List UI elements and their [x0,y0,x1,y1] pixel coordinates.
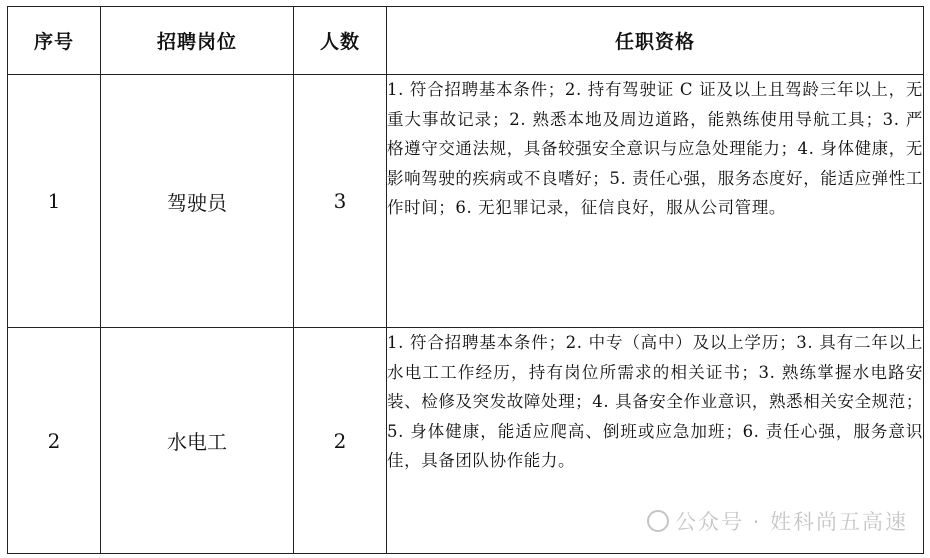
cell-requirements: 1. 符合招聘基本条件；2. 持有驾驶证 C 证及以上且驾龄三年以上，无重大事故记录；2. 熟悉本地及周边道路，能熟练使用导航工具；3. 严格遵守交通法规，具备较强安全意识与应急处理能力；4. 身体健康，无影响驾驶的疾病或不良嗜好；5. 责任心强，服务态度好，能适应弹性工作时间；6. 无犯罪记录，征信良好，服从公司管理。 [387,75,924,328]
cell-position: 驾驶员 [101,75,294,328]
cell-seq: 1 [8,75,101,328]
cell-seq: 2 [8,328,101,554]
cell-count: 3 [294,75,387,328]
header-seq: 序号 [8,7,101,75]
watermark-text: 公众号 · 姓科尚五高速 [674,510,908,534]
header-row [8,7,924,75]
cell-position: 水电工 [101,328,294,554]
table-row [8,75,924,328]
wechat-logo-icon [647,510,669,532]
header-count: 人数 [294,7,387,75]
header-requirements: 任职资格 [387,7,924,75]
header-position: 招聘岗位 [101,7,294,75]
watermark [647,506,908,536]
cell-count: 2 [294,328,387,554]
recruitment-table [7,6,924,554]
cell-requirements: 1. 符合招聘基本条件；2. 中专（高中）及以上学历；3. 具有二年以上水电工工作经历，持有岗位所需求的相关证书；3. 熟练掌握水电路安装、检修及突发故障处理；4. 具备安全作业意识，熟悉相关安全规范；5. 身体健康，能适应爬高、倒班或应急加班；6. 责任心强，服务意识佳，具备团队协作能力。 [387,328,924,554]
